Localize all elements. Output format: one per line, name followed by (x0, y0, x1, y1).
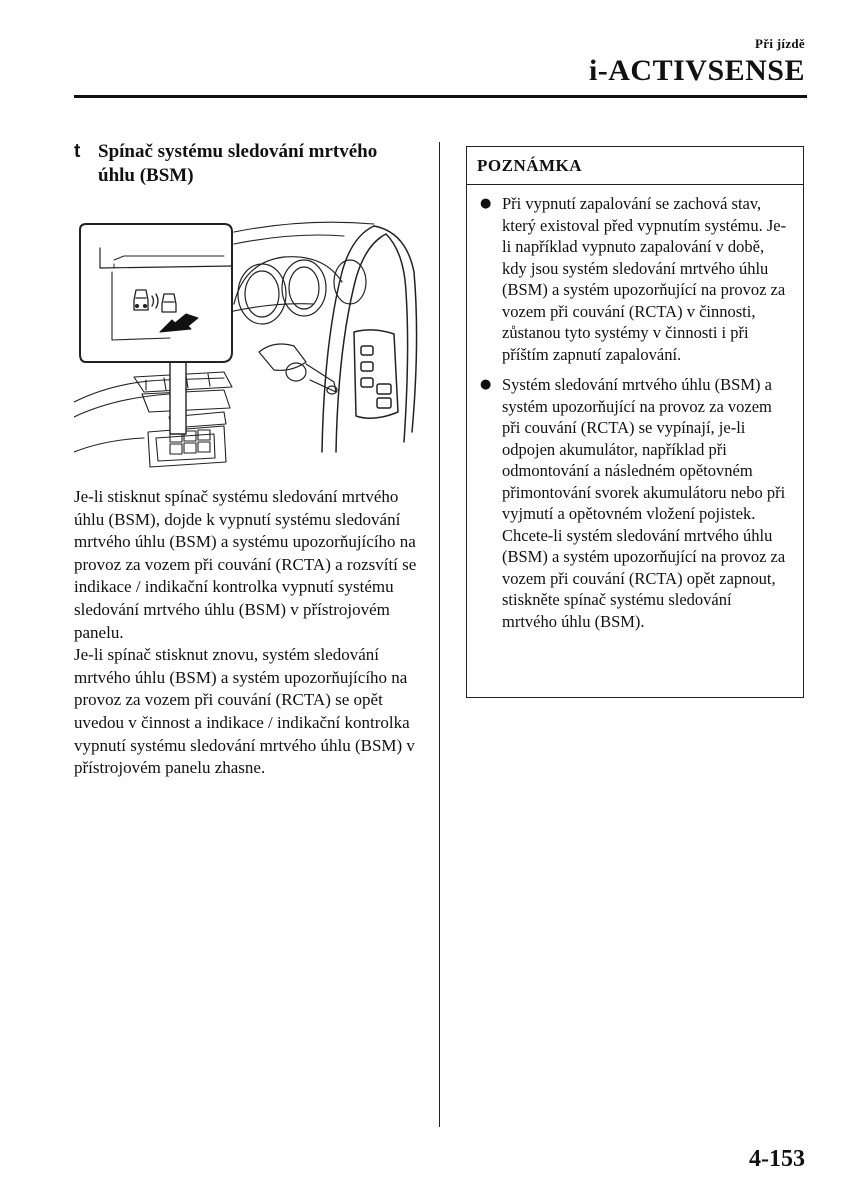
section-bullet: t (74, 141, 81, 162)
steering-wheel (322, 226, 417, 452)
header-rule (74, 95, 807, 98)
body-paragraph-2: Je-li spínač stisknut znovu, systém sledování mrtvého úhlu (BSM) a systém upozorňujícího na provoz za vozem při couvání (RCTA) se opět uvedou v činnost a indikace / indikační kontrolka vypnutí systému sledování mrtvého úhlu (BSM) v přístrojovém panelu zhasne. (74, 645, 415, 778)
body-text (74, 486, 424, 780)
section-heading-text: Spínač systému sledování mrtvého úhlu (BSM) (98, 141, 378, 186)
body-paragraph-1: Je-li stisknut spínač systému sledování mrtvého úhlu (BSM), dojde k vypnutí systému sledování mrtvého úhlu (BSM) a systému upozorňujícího na provoz za vozem při couvání (RCTA) a rozsvítí se indikace / indikační kontrolka vypnutí systému sledování mrtvého úhlu (BSM) v přístrojovém panelu. (74, 487, 417, 642)
column-divider (439, 142, 440, 1127)
page-title: i-ACTIVSENSE (588, 54, 805, 87)
bullet-dot-icon: ● (480, 196, 492, 211)
callout-magnified-panel (80, 224, 232, 362)
bullet-dot-icon: ● (480, 377, 492, 392)
note-box (466, 146, 804, 698)
note-list (467, 185, 803, 632)
page-number: 4-153 (749, 1146, 805, 1172)
callout-pointer (170, 360, 186, 434)
note-item-text: Při vypnutí zapalování se zachová stav, který existoval před vypnutím systému. Je-li například vypnuto zapalování v době, kdy jsou systém sledování mrtvého úhlu (BSM) a systém upozorňující na provoz za vozem při couvání (RCTA) v činnosti, zůstanou tyto systémy v činnosti i při příštím zapnutí zapalování. (502, 194, 787, 364)
note-item-text: Systém sledování mrtvého úhlu (BSM) a systém upozorňující na provoz za vozem při couvání (RCTA) se vypínají, je-li odpojen akumulátor, například při odmontování a následném opětovném přimontování svorek akumulátoru nebo při vyjmutí a opětovném vložení pojistek. Chcete-li systém sledování mrtvého úhlu (BSM) a systém upozorňující na provoz za vozem při couvání (RCTA) opět zapnout, stiskněte spínač systému sledování mrtvého úhlu (BSM). (502, 375, 786, 631)
bsm-switch-illustration (74, 212, 420, 472)
note-item (477, 193, 789, 365)
note-title: POZNÁMKA (467, 147, 803, 185)
note-item (477, 374, 789, 632)
running-header-section: Při jízdě (755, 36, 805, 51)
instrument-cluster (234, 257, 366, 324)
section-heading (74, 140, 414, 188)
